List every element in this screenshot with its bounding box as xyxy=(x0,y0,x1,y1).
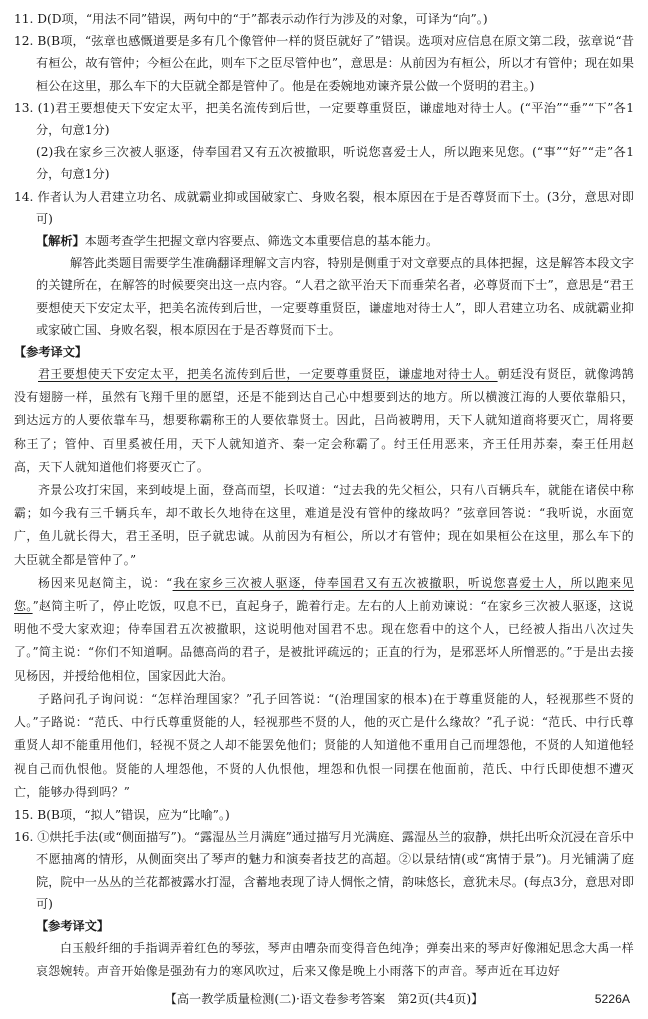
translation-heading-2: 【参考译文】 xyxy=(36,918,110,933)
answer-13-1: 13. (1)君王要想使天下安定太平，把美名流传到后世，一定要尊重贤臣，谦虚地对待士人。(“平治”“垂”“下”各1分，句意1分) xyxy=(14,100,634,138)
answer-15: 15. B(B项，“拟人”错误，应为“比喻”。) xyxy=(14,807,230,822)
analysis-body: 解答此类题目需要学生准确翻译理解文言内容，特别是侧重于对文章要点的具体把握，这是解答本段文字的关键所在，在解答的时候要突出这一点内容。“人君之欲平治天下而垂荣名者，必尊贤而下士”，意思是“君王要想使天下安定太平，把美名流传到后世，一定要尊重贤臣，谦虚地对待士人”，即人君建立功名、成就霸业抑或家破亡国、身败名裂，根本原因在于是否尊贤而下士。 xyxy=(36,256,634,337)
underlined-sentence-2: 我在家乡三次被人驱逐，侍奉国君又有五次被撤职，听说您喜爱士人，所以跑来见您。 xyxy=(14,575,634,614)
footer-title: 【高一教学质量检测(二)·语文卷参考答案 第2页(共4页)】 xyxy=(164,992,484,1006)
page-footer xyxy=(0,988,648,1010)
translation-para-4: 子路问孔子询问说：“怎样治理国家？”孔子回答说：“(治理国家的根本)在于尊重贤能的人，轻视那些不贤的人。”子路说：“范氏、中行氏尊重贤能的人，轻视那些不贤的人，他的灭亡是什么缘故？”孔子说：“范氏、中行氏尊重贤人却不能重用他们，轻视不贤之人却不能罢免他们；贤能的人知道他不重用自己而埋怨他，不贤的人知道他轻视自己而仇恨他。贤能的人埋怨他，不贤的人仇恨他，埋怨和仇恨一同摆在他面前，范氏、中行氏即使想不遭灭亡，能够办得到吗？” xyxy=(14,691,634,799)
translation-para-1 xyxy=(14,363,634,479)
translation-para-3 xyxy=(14,572,634,688)
answer-14: 14. 作者认为人君建立功名、成就霸业抑或国破家亡、身败名裂，根本原因在于是否尊贤而下士。(3分，意思对即可) xyxy=(14,189,634,226)
analysis-tag: 【解析】 xyxy=(36,234,85,249)
answer-11: 11. D(D项，“用法不同”错误，两句中的“于”都表示动作行为涉及的对象，可译为“向”。) xyxy=(14,12,488,26)
analysis-summary: 本题考查学生把握文章内容要点、筛选文本重要信息的基本能力。 xyxy=(84,234,439,249)
translation-heading-1: 【参考译文】 xyxy=(14,345,88,360)
poem-translation-para: 白玉般纤细的手指调弄着红色的琴弦，琴声由嘈杂而变得音色纯净；弹奏出来的琴声好像湘妃思念大禹一样哀怨婉转。声音开始像是强劲有力的寒风吹过，后来又像是晚上小雨落下的声音。琴声近在耳边好 xyxy=(36,940,634,979)
footer-code: 5226A xyxy=(594,992,630,1006)
underlined-sentence-1: 君王要想使天下安定太平，把美名流传到后世，一定要尊重贤臣，谦虚地对待士人。 xyxy=(38,367,498,382)
answer-13-2: (2)我在家乡三次被人驱逐，侍奉国君又有五次被撤职，听说您喜爱士人，所以跑来见您。(“事”“好”“走”各1分，句意1分) xyxy=(36,145,634,182)
answer-12: 12. B(B项，“弦章也感慨道要是多有几个像管仲一样的贤臣就好了”错误。选项对应信息在原文第二段，弦章说“昔有桓公，故有管仲；今桓公在此，则车下之臣尽管仲也”，意思是：从前因为有桓公，所以才有管仲；现在如果桓公在这里，那么车下的大臣就全都是管仲了。他是在委婉地劝谏齐景公做一个贤明的君主。) xyxy=(14,34,634,93)
translation-para-1-rest: 朝廷没有贤臣，就像鸿鹄没有翅膀一样，虽然有飞翔千里的愿望，还是不能到达自己心中想要到达的地方。所以横渡江海的人要依靠船只，到达远方的人要依靠车马，想要称霸称王的人要依靠贤士。因此，吕尚被聘用，天下人就知道商将要灭亡，周将要称王了；管仲、百里奚被任用，天下人就知道齐、秦一定会称霸了。纣王任用恶来，齐王任用苏秦，秦王任用赵高，天下人就知道他们将要灭亡了。 xyxy=(14,367,634,474)
translation-para-3-lead: 杨因来见赵简主，说：“ xyxy=(38,575,173,590)
translation-para-3-rest: ”赵简主听了，停止吃饭，叹息不已，直起身子，跪着行走。左右的人上前劝谏说：“在家乡三次被人驱逐，这说明他不受大家欢迎；侍奉国君五次被撤职，这说明他对国君不忠。现在您看中的这个人，已经被人指出八次过失了。”简主说：“你们不知道啊。品德高尚的君子，是被批评疏远的；正直的行为，是邪恶坏人所憎恶的。”于是出去接见杨因，并授给他相位，国家因此大治。 xyxy=(14,599,634,683)
translation-para-2: 齐景公攻打宋国，来到岐堤上面，登高而望，长叹道：“过去我的先父桓公，只有八百辆兵车，就能在诸侯中称霸；如今我有三千辆兵车，却不敢长久地待在这里，难道是没有管仲的缘故吗？”弦章回答说：“我听说，水面宽广，鱼儿就长得大，君王圣明，臣子就忠诚。从前因为有桓公，所以才有管仲；现在如果桓公在这里，那么车下的大臣就全都是管仲了。” xyxy=(14,483,634,567)
answer-16: 16. ①烘托手法(或“侧面描写”)。“露湿丛兰月满庭”通过描写月光满庭、露湿丛兰的寂静，烘托出听众沉浸在音乐中不愿抽离的情形，从侧面突出了琴声的魅力和演奏者技艺的高超。②以景结情(或“寓情于景”)。月光铺满了庭院，院中一丛丛的兰花都被露水打湿，含蓄地表现了诗人惆怅之情，韵味悠长，意犹未尽。(每点3分，意思对即可) xyxy=(14,830,634,911)
analysis-intro xyxy=(14,230,634,252)
answer-page xyxy=(14,8,634,983)
